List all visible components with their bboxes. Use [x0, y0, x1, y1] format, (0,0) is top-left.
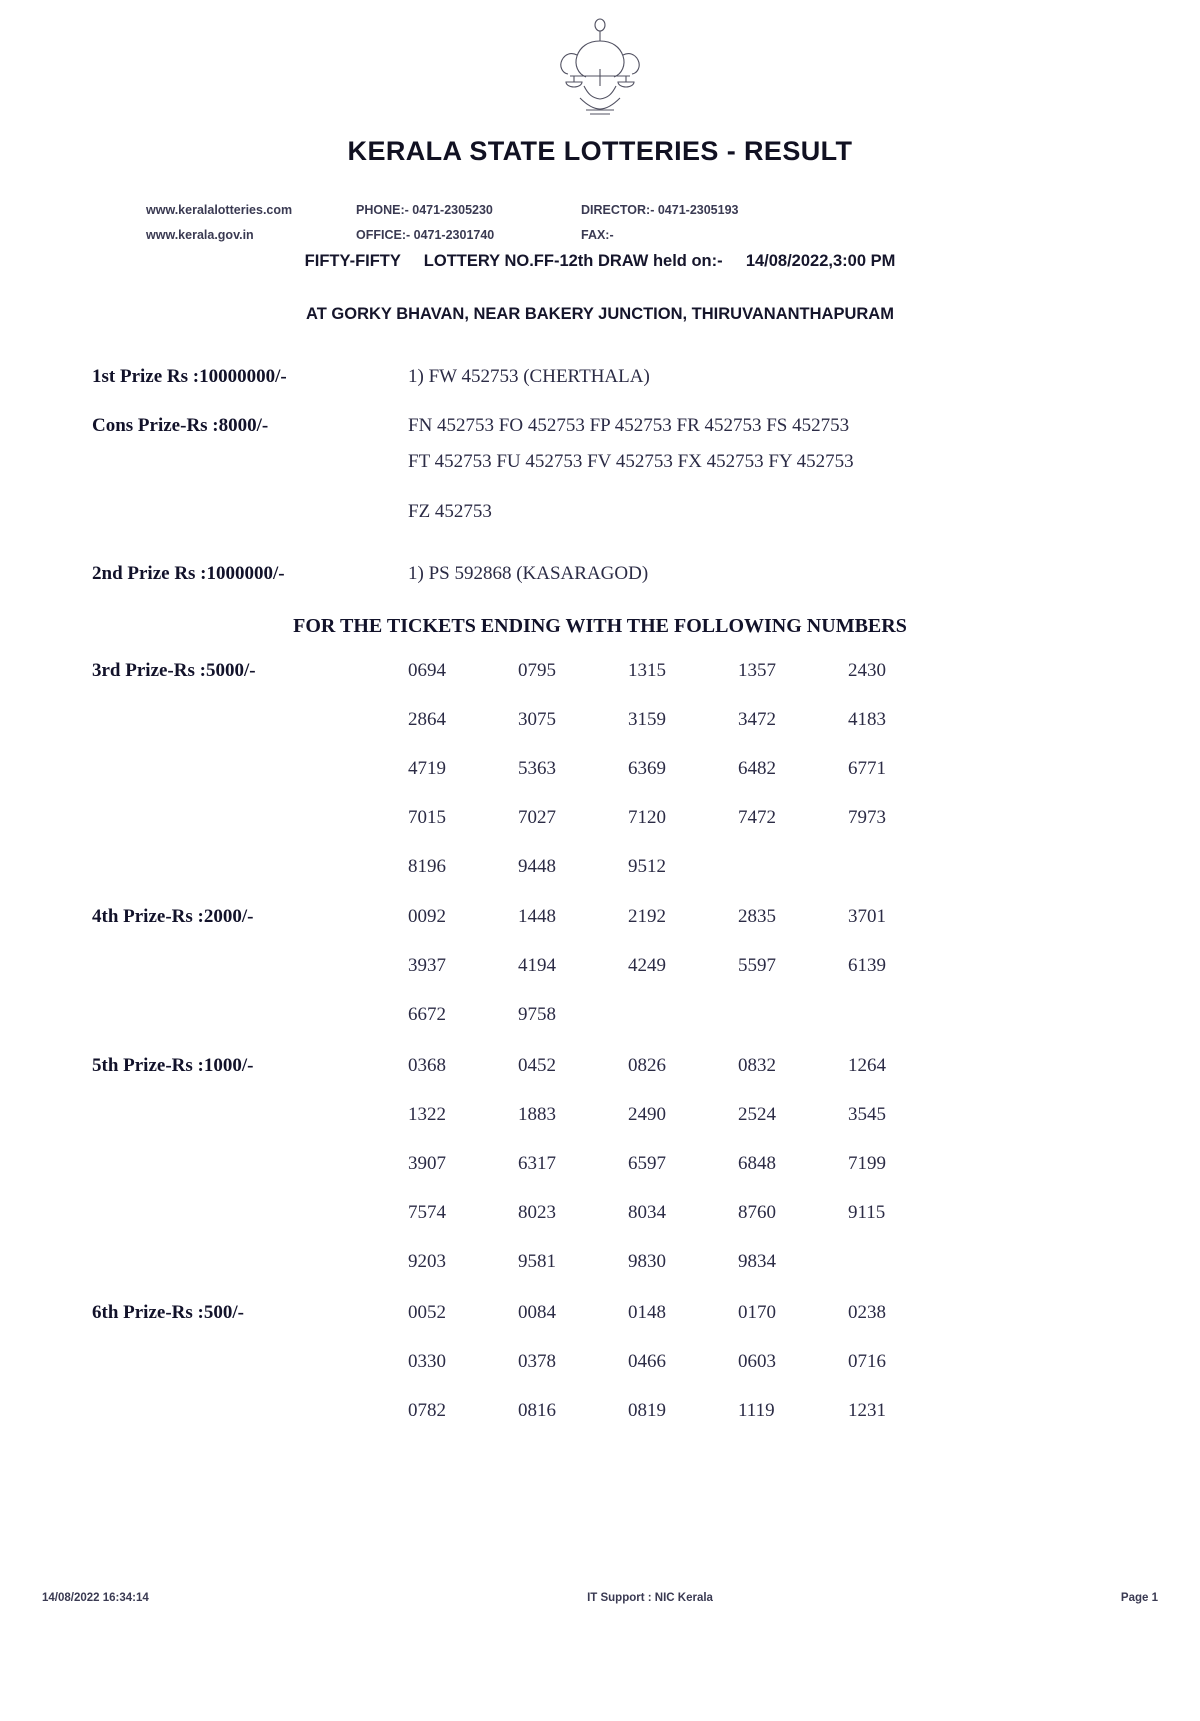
number-row — [408, 955, 1108, 1004]
lottery-name: FIFTY-FIFTY — [304, 252, 401, 270]
fourth-prize-block — [0, 906, 1200, 1053]
number-row — [408, 1400, 1108, 1449]
first-prize-winner: 1) FW 452753 (CHERTHALA) — [408, 366, 650, 387]
winning-number: 1315 — [628, 660, 666, 681]
number-row — [408, 1104, 1108, 1153]
winning-number: 7120 — [628, 807, 666, 828]
winning-number: 9512 — [628, 856, 666, 877]
winning-number: 3472 — [738, 709, 776, 730]
winning-number: 0148 — [628, 1302, 666, 1323]
winning-number: 3545 — [848, 1104, 886, 1125]
consolation-prize-line-2: FT 452753 FU 452753 FV 452753 FX 452753 FY 452753 — [408, 451, 854, 472]
winning-number: 4194 — [518, 955, 556, 976]
winning-number: 0795 — [518, 660, 556, 681]
winning-number: 6672 — [408, 1004, 446, 1025]
contact-row-2 — [146, 223, 841, 248]
winning-number: 1119 — [738, 1400, 775, 1421]
winning-number: 9834 — [738, 1251, 776, 1272]
sixth-prize-block — [0, 1302, 1200, 1449]
winning-number: 6139 — [848, 955, 886, 976]
winning-number: 2835 — [738, 906, 776, 927]
page-title: KERALA STATE LOTTERIES - RESULT — [347, 136, 853, 166]
winning-number: 1883 — [518, 1104, 556, 1125]
winning-number: 8023 — [518, 1202, 556, 1223]
winning-number: 0084 — [518, 1302, 556, 1323]
consolation-prize-line-3: FZ 452753 — [408, 501, 492, 522]
winning-number: 3075 — [518, 709, 556, 730]
page-footer — [0, 1592, 1200, 1604]
footer-support: IT Support : NIC Kerala — [587, 1592, 713, 1604]
number-row — [408, 1055, 1108, 1104]
second-prize-winner: 1) PS 592868 (KASARAGOD) — [408, 563, 649, 584]
winning-number: 0452 — [518, 1055, 556, 1076]
winning-number: 0694 — [408, 660, 446, 681]
winning-number: 6369 — [628, 758, 666, 779]
winning-number: 4249 — [628, 955, 666, 976]
contact-row-1 — [146, 198, 841, 223]
winning-number: 0238 — [848, 1302, 886, 1323]
second-prize-label: 2nd Prize Rs :1000000/- — [92, 563, 285, 584]
number-row — [408, 758, 1108, 807]
winning-number: 6317 — [518, 1153, 556, 1174]
fifth-prize-number-grid — [408, 1055, 1108, 1300]
winning-number: 3701 — [848, 906, 886, 927]
winning-number: 0092 — [408, 906, 446, 927]
winning-number: 2192 — [628, 906, 666, 927]
winning-number: 9115 — [848, 1202, 886, 1223]
number-row — [408, 1202, 1108, 1251]
website-secondary: www.kerala.gov.in — [146, 228, 254, 242]
winning-number: 7973 — [848, 807, 886, 828]
winning-number: 9581 — [518, 1251, 556, 1272]
footer-page-number: Page 1 — [1120, 1592, 1158, 1604]
winning-number: 0826 — [628, 1055, 666, 1076]
third-prize-block — [0, 660, 1200, 905]
winning-number: 2490 — [628, 1104, 666, 1125]
website-primary: www.keralalotteries.com — [146, 203, 293, 217]
winning-number: 7015 — [408, 807, 446, 828]
winning-number: 2864 — [408, 709, 446, 730]
fax-number: FAX:- — [581, 228, 614, 242]
winning-number: 0378 — [518, 1351, 556, 1372]
winning-number: 0716 — [848, 1351, 886, 1372]
third-prize-label: 3rd Prize-Rs :5000/- — [92, 660, 256, 681]
winning-number: 9203 — [408, 1251, 446, 1272]
winning-number: 3159 — [628, 709, 666, 730]
consolation-prize-label: Cons Prize-Rs :8000/- — [92, 415, 269, 436]
fourth-prize-number-grid — [408, 906, 1108, 1053]
winning-number: 5597 — [738, 955, 776, 976]
winning-number: 1448 — [518, 906, 556, 927]
winning-number: 2430 — [848, 660, 886, 681]
third-prize-number-grid — [408, 660, 1108, 905]
winning-number: 4183 — [848, 709, 886, 730]
winning-number: 1357 — [738, 660, 776, 681]
winning-number: 6771 — [848, 758, 886, 779]
winning-number: 4719 — [408, 758, 446, 779]
second-prize-row — [0, 563, 1200, 585]
winning-number: 7472 — [738, 807, 776, 828]
winning-number: 8196 — [408, 856, 446, 877]
number-row — [408, 906, 1108, 955]
number-row — [408, 1004, 1108, 1053]
consolation-prize-line-1: FN 452753 FO 452753 FP 452753 FR 452753 FS 452753 — [408, 415, 850, 436]
ticket-ending-note: FOR THE TICKETS ENDING WITH THE FOLLOWING NUMBERS — [293, 615, 907, 637]
fifth-prize-label: 5th Prize-Rs :1000/- — [92, 1055, 254, 1076]
director-number: DIRECTOR:- 0471-2305193 — [581, 203, 739, 217]
number-row — [408, 1351, 1108, 1400]
winning-number: 0782 — [408, 1400, 446, 1421]
winning-number: 6482 — [738, 758, 776, 779]
sixth-prize-number-grid — [408, 1302, 1108, 1449]
winning-number: 0330 — [408, 1351, 446, 1372]
winning-number: 7027 — [518, 807, 556, 828]
sixth-prize-label: 6th Prize-Rs :500/- — [92, 1302, 244, 1323]
winning-number: 8034 — [628, 1202, 666, 1223]
phone-number: PHONE:- 0471-2305230 — [356, 203, 493, 217]
winning-number: 0832 — [738, 1055, 776, 1076]
winning-number: 0466 — [628, 1351, 666, 1372]
number-row — [408, 709, 1108, 758]
winning-number: 6597 — [628, 1153, 666, 1174]
winning-number: 3907 — [408, 1153, 446, 1174]
kerala-government-emblem-icon — [540, 14, 660, 122]
winning-number: 1231 — [848, 1400, 886, 1421]
winning-number: 9758 — [518, 1004, 556, 1025]
winning-number: 7199 — [848, 1153, 886, 1174]
first-prize-row — [0, 366, 1200, 388]
winning-number: 3937 — [408, 955, 446, 976]
consolation-prize-row — [0, 415, 1200, 537]
draw-datetime: 14/08/2022,3:00 PM — [745, 252, 896, 270]
winning-number: 0170 — [738, 1302, 776, 1323]
number-row — [408, 660, 1108, 709]
winning-number: 1322 — [408, 1104, 446, 1125]
number-row — [408, 1251, 1108, 1300]
number-row — [408, 807, 1108, 856]
number-row — [408, 1153, 1108, 1202]
winning-number: 0603 — [738, 1351, 776, 1372]
winning-number: 7574 — [408, 1202, 446, 1223]
winning-number: 0052 — [408, 1302, 446, 1323]
contact-block — [146, 198, 841, 248]
winning-number: 8760 — [738, 1202, 776, 1223]
winning-number: 0816 — [518, 1400, 556, 1421]
winning-number: 0368 — [408, 1055, 446, 1076]
winning-number: 9448 — [518, 856, 556, 877]
winning-number: 6848 — [738, 1153, 776, 1174]
number-row — [408, 856, 1108, 905]
draw-info-line — [0, 252, 1200, 271]
number-row — [408, 1302, 1108, 1351]
fourth-prize-label: 4th Prize-Rs :2000/- — [92, 906, 254, 927]
winning-number: 5363 — [518, 758, 556, 779]
office-number: OFFICE:- 0471-2301740 — [356, 228, 495, 242]
winning-number: 9830 — [628, 1251, 666, 1272]
emblem-container — [0, 14, 1200, 122]
winning-number: 2524 — [738, 1104, 776, 1125]
winning-number: 1264 — [848, 1055, 886, 1076]
first-prize-label: 1st Prize Rs :10000000/- — [92, 366, 287, 387]
fifth-prize-block — [0, 1055, 1200, 1300]
winning-number: 0819 — [628, 1400, 666, 1421]
footer-timestamp: 14/08/2022 16:34:14 — [42, 1592, 149, 1604]
draw-venue: AT GORKY BHAVAN, NEAR BAKERY JUNCTION, THIRUVANANTHAPURAM — [306, 305, 894, 323]
draw-number-info: LOTTERY NO.FF-12th DRAW held on:- — [423, 252, 723, 270]
